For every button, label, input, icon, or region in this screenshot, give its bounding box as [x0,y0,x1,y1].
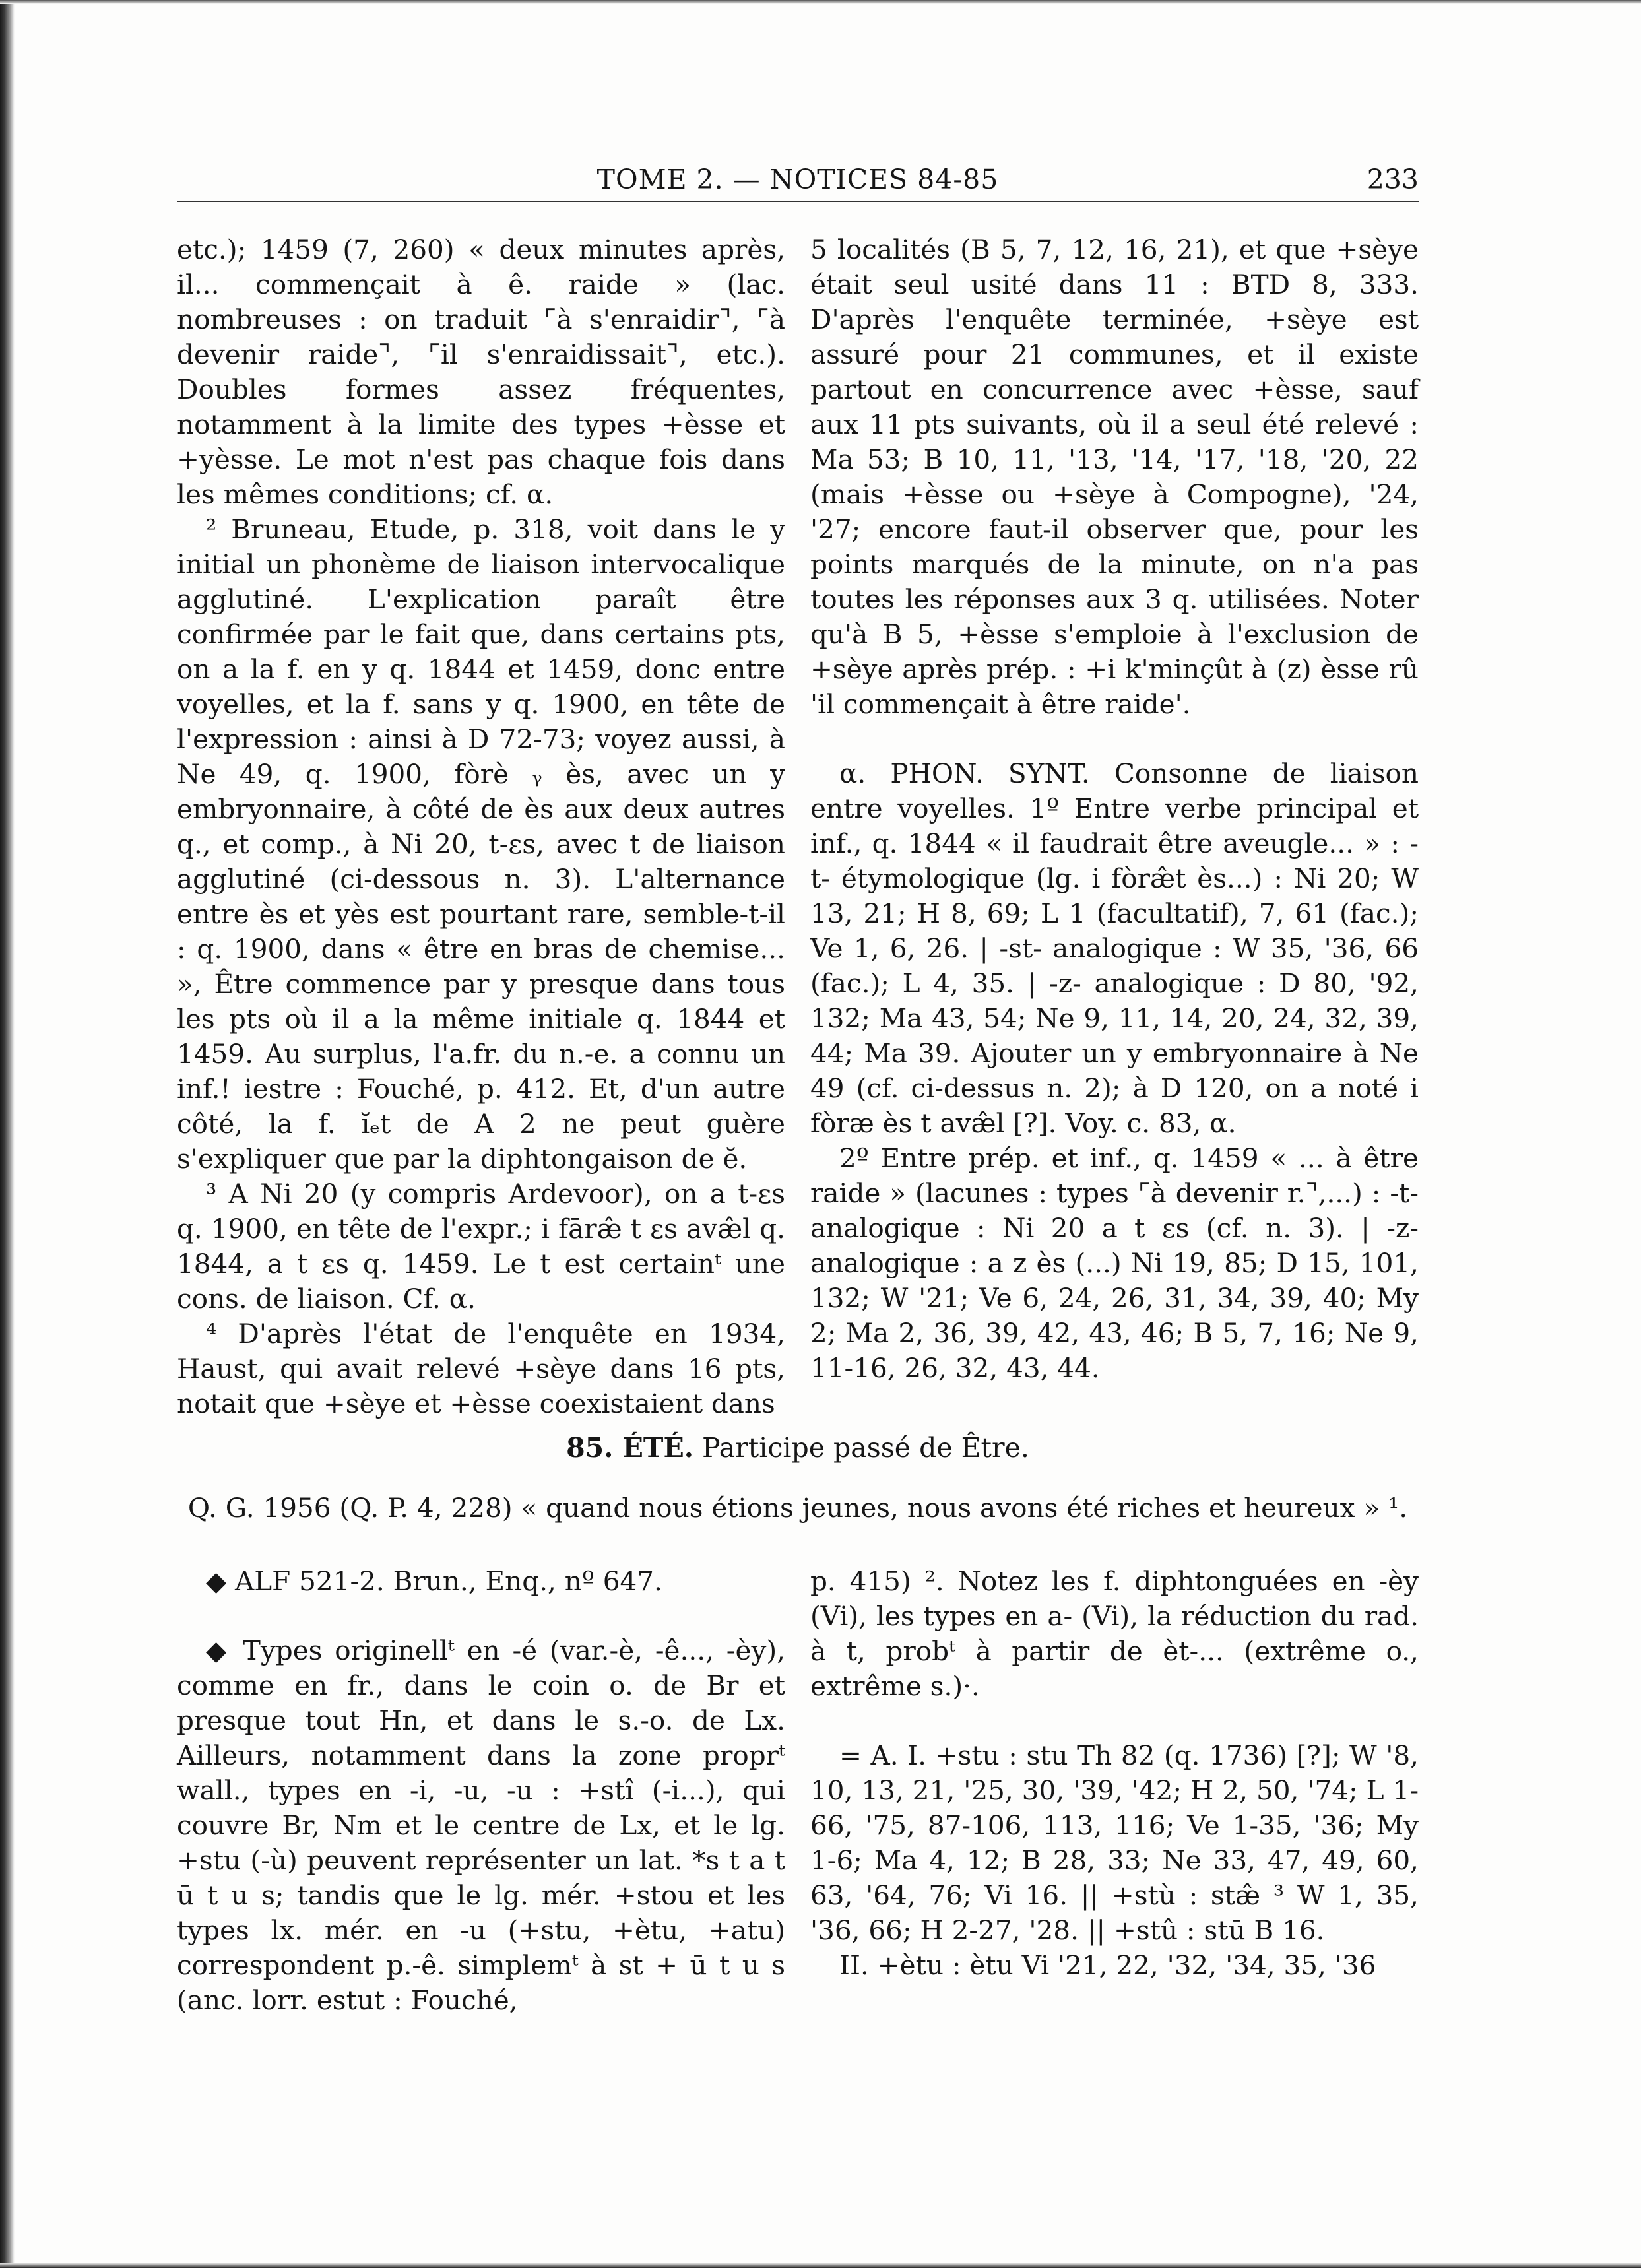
entry-subtitle: Participe passé de Être. [702,1432,1029,1464]
paragraph: II. +ètu : ètu Vi '21, 22, '32, '34, 35, '36 [839,1949,1376,1981]
scan-edge-top [0,0,1641,4]
alf-reference: ◆ ALF 521-2. Brun., Enq., nº 647. [206,1565,662,1597]
section-alpha: α. PHON. SYNT. Consonne de liaison entre voyelles. 1º Entre verbe principal et inf., q. 1844 « il faudrait être aveugle... » : -t- étymologique (lg. i fòræ̂t ès...) : Ni 20; W 13, 21; H 8, 69; L 1 (facultatif), 7, 61 (fac.); Ve 1, 6, 26. | -st- analogique : W 35, '36, 66 (fac.); L 4, 35. | -z- analogique : D 80, '92, 132; Ma 43, 54; Ne 9, 11, 14, 20, 24, 32, 39, 44; Ma 39. Ajouter un y embryonnaire à Ne 49 (cf. ci-dessus n. 2); à D 120, on a noté i fòræ ès t avæ̂l [?]. Voy. c. 83, α. [810,758,1419,1139]
footnote-2: ² Bruneau, Etude, p. 318, voit dans le y initial un phonème de liaison intervocalique agglutiné. L'explication paraît être confirmée par le fait que, dans certains pts, on a la f. en y q. 1844 et 1459, donc entre voyelles, et la f. sans y q. 1900, en tête de l'expression : ainsi à D 72-73; voyez aussi, à Ne 49, q. 1900, fòrè ᵧ ès, avec un y embryonnaire, à côté de ès aux deux autres q., et comp., à Ni 20, t-εs, avec t de liaison agglutiné (ci-dessous n. 3). L'alternance entre ès et yès est pourtant rare, semble-t-il : q. 1900, dans « être en bras de chemise... », Être commence par y presque dans tous les pts où il a la même initiale q. 1844 et 1459. Au surplus, l'a.fr. du n.-e. a connu un inf.! iestre : Fouché, p. 412. Et, d'un autre côté, la f. ĭₑt de A 2 ne peut guère s'expliquer que par la diphtongaison de ĕ. [177,513,785,1175]
scan-edge-left [0,0,15,2268]
paragraph: etc.); 1459 (7, 260) « deux minutes après, il... commençait à ê. raide » (lac. nombreuses : on traduit ⌜à s'enraidir⌝, ⌜à devenir raide⌝, ⌜il s'enraidissait⌝, etc.). Doubles formes assez fréquentes, notamment à la limite des types +èsse et +yèsse. Le mot n'est pas chaque fois dans les mêmes conditions; cf. α. [177,234,785,510]
entry-title: 85. ÉTÉ. [566,1432,693,1464]
entry-question: Q. G. 1956 (Q. P. 4, 228) « quand nous étions jeunes, nous avons été riches et heureux » ¹. [187,1492,1408,1524]
footnote-3: ³ A Ni 20 (y compris Ardevoor), on a t-εs q. 1900, en tête de l'expr.; i fāræ̂ t εs avæ̂l q. 1844, a t εs q. 1459. Le t est certainᵗ une cons. de liaison. Cf. α. [177,1178,785,1314]
paragraph: p. 415) ². Notez les f. diphtonguées en -èy (Vi), les types en a- (Vi), la réduction du rad. à t, probᵗ à partir de èt-... (extrême o., extrême s.)·. [810,1565,1419,1702]
right-column-bottom [810,1564,1419,1983]
paragraph: 5 localités (B 5, 7, 12, 16, 21), et que +sèye était seul usité dans 11 : BTD 8, 333. D'après l'enquête terminée, +sèye est assuré pour 21 communes, et il existe partout en concurrence avec +èsse, sauf aux 11 pts suivants, où il a seul été relevé : Ma 53; B 10, 11, '13, '14, '17, '18, '20, 22 (mais +èsse ou +sèye à Compogne), '24, '27; encore faut-il observer que, pour les points marqués de la minute, on n'a pas toutes les réponses aux 3 q. utilisées. Noter qu'à B 5, +èsse s'emploie à l'exclusion de +sèye après prép. : +i k'minçût à (z) èsse rû 'il commençait à être raide'. [810,234,1419,720]
left-column-bottom [177,1564,785,2018]
right-column-top [810,232,1419,1386]
page-header [177,164,1419,202]
paragraph: ◆ Types originellᵗ en -é (var.-è, -ê..., -èy), comme en fr., dans le coin o. de Br et presque tout Hn, et dans le s.-o. de Lx. Ailleurs, notamment dans la zone proprᵗ wall., types en -i, -u, -u : +stî (-i...), qui couvre Br, Nm et le centre de Lx, et le lg. +stu (-ù) peuvent représenter un lat. *s t a t ū t u s; tandis que le lg. mér. +stou et les types lx. mér. en -u (+stu, +ètu, +atu) correspondent p.-ê. simplemᵗ à st + ū t u s (anc. lorr. estut : Fouché, [177,1635,785,2016]
paragraph: 2º Entre prép. et inf., q. 1459 « ... à être raide » (lacunes : types ⌜à devenir r.⌝,...) : -t- analogique : Ni 20 a t εs (cf. n. 3). | -z- analogique : a z ès (...) Ni 19, 85; D 15, 101, 132; W '21; Ve 6, 24, 26, 31, 34, 39, 40; My 2; Ma 2, 36, 39, 42, 43, 46; B 5, 7, 16; Ne 9, 11-16, 26, 32, 43, 44. [810,1142,1419,1384]
entry-heading [177,1432,1419,1464]
footnote-4: ⁴ D'après l'état de l'enquête en 1934, Haust, qui avait relevé +sèye dans 16 pts, notait que +sèye et +èsse coexistaient dans [177,1318,785,1419]
running-head: TOME 2. — NOTICES 84-85 [596,164,999,195]
scan-edge-bottom [0,2263,1641,2268]
page-number: 233 [1367,164,1419,195]
left-column-top [177,232,785,1421]
paragraph: = A. I. +stu : stu Th 82 (q. 1736) [?]; W '8, 10, 13, 21, '25, 30, '39, '42; H 2, 50, '74; L 1-66, '75, 87-106, 113, 116; Ve 1-35, '36; My 1-6; Ma 4, 12; B 28, 33; Ne 33, 47, 49, 60, 63, '64, 76; Vi 16. || +stù : stæ̂ ³ W 1, 35, '36, 66; H 2-27, '28. || +stû : stū B 16. [810,1739,1419,1946]
